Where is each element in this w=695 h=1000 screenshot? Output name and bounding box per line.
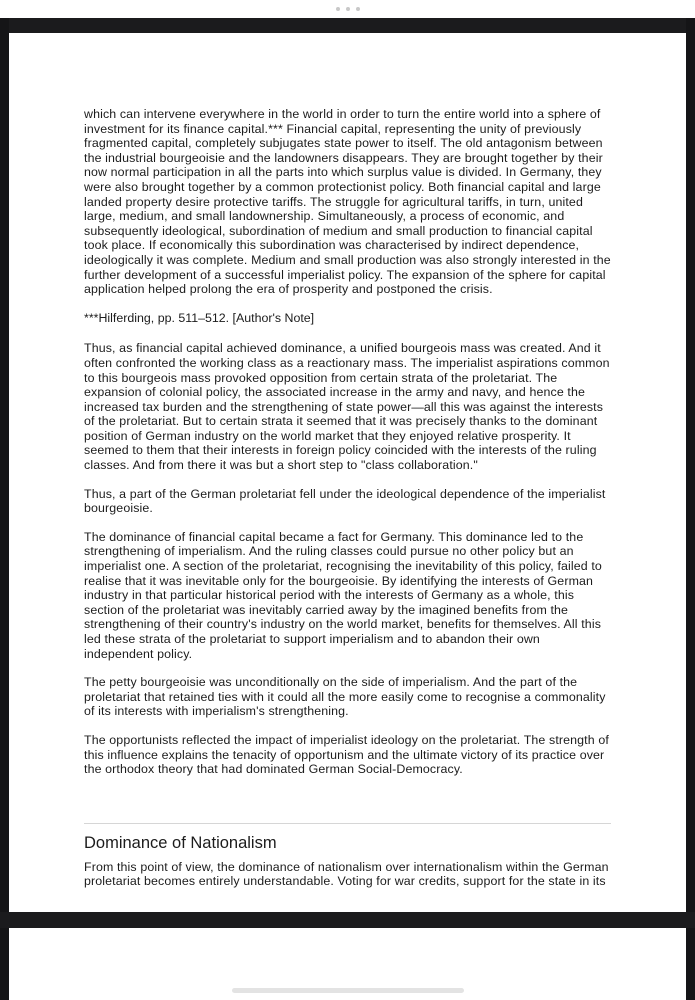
- frame-edge-left: [0, 18, 9, 920]
- chrome-bar-top: [0, 18, 695, 33]
- section-heading: Dominance of Nationalism: [84, 833, 277, 852]
- body-paragraph: Thus, as financial capital achieved dominance, a unified bourgeois mass was created. And it often confronted the working class as a reactionary mass. The imperialist aspirations common to this bourgeois mass provoked opposition from certain strata of the proletariat. The expansion of colonial policy, the associated increase in the army and navy, and hence the increased tax burden and the strengthening of state power—all this was against the interests of the proletariat. But to certain strata it seemed that it was precisely thanks to the dominant position of German industry on the world market that they enjoyed relative prosperity. It seemed to them that their interests in foreign policy coincided with the interests of the ruling classes. And from there it was but a short step to "class collaboration.": [84, 341, 610, 473]
- handle-dot: [336, 7, 340, 11]
- body-paragraph: Thus, a part of the German proletariat fell under the ideological dependence of the imperialist bourgeoisie.: [84, 486, 606, 516]
- frame-edge-right-bottom: [686, 928, 695, 1000]
- window-bottom-area: [0, 928, 695, 1000]
- body-paragraph: The petty bourgeoisie was unconditionally on the side of imperialism. And the part of the proletariat that retained ties with it could all the more easily come to recognise a commonality of its interests with imperialism's strengthening.: [84, 675, 606, 719]
- frame-edge-left-bottom: [0, 928, 9, 1000]
- body-paragraph: The opportunists reflected the impact of imperialist ideology on the proletariat. The strength of this influence explains the tenacity of opportunism and the ultimate victory of its practice over the orthodox theory that had dominated German Social-Democracy.: [84, 732, 609, 777]
- body-paragraph: The dominance of financial capital became a fact for Germany. This dominance led to the strengthening of imperialism. And the ruling classes could pursue no other policy but an imperialist one. A section of the proletariat, recognising the inevitability of this policy, failed to realise that it was inevitable only for the bourgeoisie. By identifying the interests of German industry in that particular historical period with the interests of Germany as a whole, this section of the proletariat was inevitably carried away by the imagined benefits from the strengthening of their country's industry on the world market, benefits for themselves. All this led these strata of the proletariat to support imperialism and to abandon their own independent policy.: [84, 529, 602, 661]
- section-divider: [84, 823, 611, 824]
- section-dominance-of-nationalism: [84, 823, 611, 889]
- document-page-surface[interactable]: [9, 33, 686, 912]
- article-body: [84, 107, 611, 889]
- frame-edge-right: [686, 18, 695, 920]
- home-indicator-bar[interactable]: [232, 988, 464, 993]
- footnote-reference: ***Hilferding, pp. 511–512. [Author's Note]: [84, 310, 315, 325]
- chrome-bar-bottom: [0, 912, 695, 928]
- handle-dot: [346, 7, 350, 11]
- body-paragraph: which can intervene everywhere in the world in order to turn the entire world into a sphere of investment for its finance capital.*** Financial capital, representing the unity of previously fragmented capital, completely subjugates state power to itself. The old antagonism between the industrial bourgeoisie and the landowners disappears. They are brought together by their now normal participation in all the parts into which surplus value is divided. In Germany, they were also brought together by a common protectionist policy. Both financial capital and large landed property desire protective tariffs. The struggle for agricultural tariffs, in turn, united large, medium, and small landownership. Simultaneously, a process of economic, and subsequently ideological, subordination of medium and small production to financial capital took place. If economically this subordination was characterised by indirect dependence, ideologically it was complete. Medium and small production was also strongly interested in the further development of a successful imperialist policy. The expansion of the sphere for capital application helped prolong the era of prosperity and postponed the crisis.: [84, 107, 611, 297]
- window-top-strip: [0, 0, 695, 18]
- three-dots-handle-icon[interactable]: [336, 7, 360, 11]
- handle-dot: [356, 7, 360, 11]
- body-paragraph: From this point of view, the dominance of nationalism over internationalism within the German proletariat becomes entirely understandable. Voting for war credits, support for the state in its: [84, 859, 609, 889]
